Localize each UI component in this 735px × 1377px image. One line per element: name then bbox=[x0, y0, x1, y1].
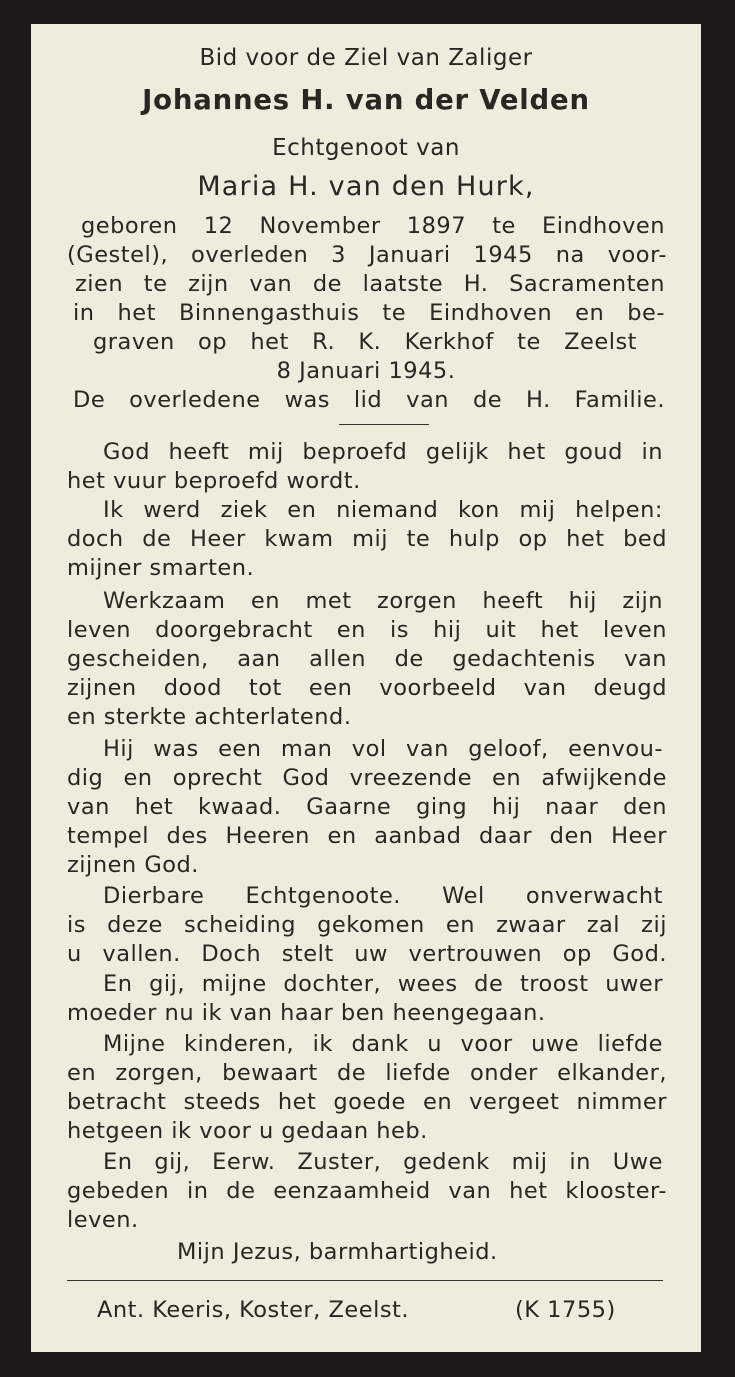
bio-line: zien te zijn van de laatste H. Sacramenten bbox=[75, 271, 665, 297]
card-code: (K 1755) bbox=[515, 1297, 616, 1323]
divider-long bbox=[67, 1280, 663, 1281]
text-line: hetgeen ik voor u gedaan heb. bbox=[67, 1118, 428, 1144]
text-line: het vuur beproefd wordt. bbox=[67, 468, 361, 494]
spouse-name: Maria H. van den Hurk, bbox=[197, 171, 535, 202]
header-prayer-line: Bid voor de Ziel van Zaliger bbox=[199, 45, 533, 71]
text-line: Werkzaam en met zorgen heeft hij zijn bbox=[103, 588, 663, 614]
bio-line: 8 Januari 1945. bbox=[276, 358, 456, 384]
text-line: zijnen God. bbox=[67, 852, 199, 878]
closing-prayer: Mijn Jezus, barmhartigheid. bbox=[177, 1239, 498, 1265]
printer-credit: Ant. Keeris, Koster, Zeelst. bbox=[97, 1297, 410, 1323]
spouse-intro: Echtgenoot van bbox=[272, 135, 460, 161]
text-line: God heeft mij beproefd gelijk het goud in bbox=[103, 439, 663, 465]
text-line: van het kwaad. Gaarne ging hij naar den bbox=[67, 794, 667, 820]
text-line: doch de Heer kwam mij te hulp op het bed bbox=[67, 526, 667, 552]
bio-line: geboren 12 November 1897 te Eindhoven bbox=[81, 213, 665, 239]
text-line: Ik werd ziek en niemand kon mij helpen: bbox=[103, 497, 663, 523]
text-line: u vallen. Doch stelt uw vertrouwen op God. bbox=[67, 941, 667, 967]
text-line: En gij, mijne dochter, wees de troost uwer bbox=[103, 971, 663, 997]
bio-line: in het Binnengasthuis te Eindhoven en be- bbox=[73, 300, 665, 326]
bio-line: De overledene was lid van de H. Familie. bbox=[73, 387, 665, 413]
text-line: moeder nu ik van haar ben heengegaan. bbox=[67, 1000, 546, 1026]
text-line: tempel des Heeren en aanbad daar den Heer bbox=[67, 823, 667, 849]
text-line: dig en oprecht God vreezende en afwijkende bbox=[67, 765, 667, 791]
bio-line: graven op het R. K. Kerkhof te Zeelst bbox=[93, 329, 637, 355]
text-line: is deze scheiding gekomen en zwaar zal zij bbox=[67, 912, 667, 938]
bio-line: (Gestel), overleden 3 Januari 1945 na voor- bbox=[67, 242, 667, 268]
text-line: betracht steeds het goede en vergeet nimmer bbox=[67, 1089, 667, 1115]
text-line: en sterkte achterlatend. bbox=[67, 704, 352, 730]
deceased-name: Johannes H. van der Velden bbox=[142, 84, 590, 116]
text-line: gebeden in de eenzaamheid van het klooster- bbox=[67, 1178, 667, 1204]
text-line: Mijne kinderen, ik dank u voor uwe liefde bbox=[103, 1031, 663, 1057]
text-line: zijnen dood tot een voorbeeld van deugd bbox=[67, 675, 667, 701]
text-line: mijner smarten. bbox=[67, 555, 255, 581]
text-line: leven doorgebracht en is hij uit het leven bbox=[67, 617, 667, 643]
card-paper bbox=[31, 24, 701, 1352]
text-line: gescheiden, aan allen de gedachtenis van bbox=[67, 646, 667, 672]
text-line: en zorgen, bewaart de liefde onder elkander, bbox=[67, 1060, 667, 1086]
divider-short bbox=[339, 424, 429, 425]
text-line: En gij, Eerw. Zuster, gedenk mij in Uwe bbox=[103, 1149, 663, 1175]
text-line: leven. bbox=[67, 1207, 139, 1233]
text-line: Dierbare Echtgenoote. Wel onverwacht bbox=[103, 883, 663, 909]
text-line: Hij was een man vol van geloof, eenvou- bbox=[103, 736, 663, 762]
